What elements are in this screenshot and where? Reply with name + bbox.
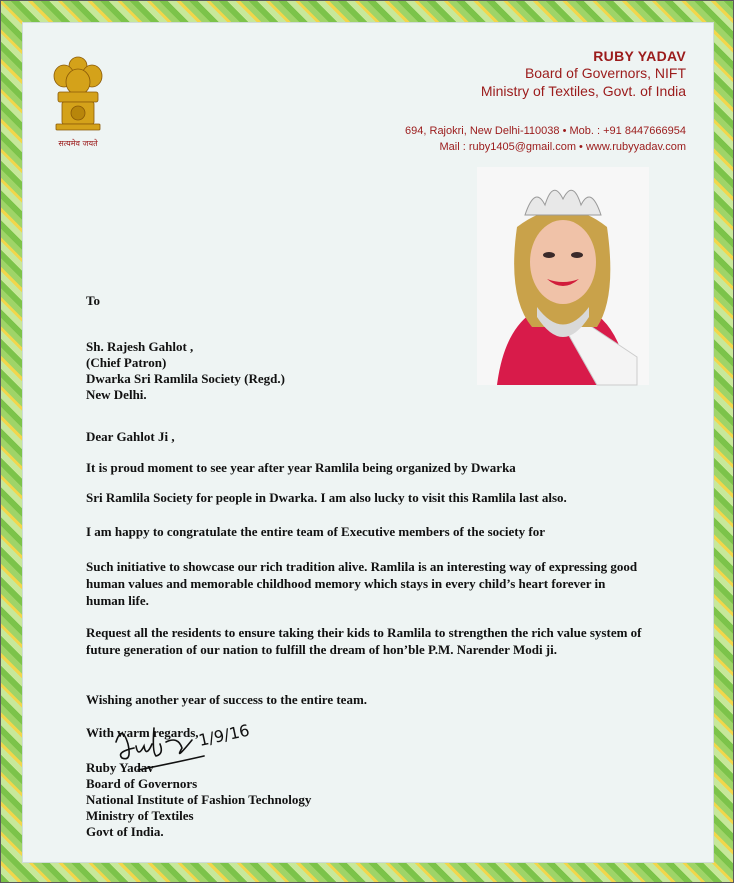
body-paragraph: I am happy to congratulate the entire team of Executive members of the society for (86, 524, 545, 539)
body-paragraph: It is proud moment to see year after year Ramlila being organized by Dwarka (86, 460, 516, 475)
closing: With warm regards, (86, 725, 199, 740)
sender-govt: Govt of India. (86, 824, 164, 839)
body-paragraph: Sri Ramlila Society for people in Dwarka. I am also lucky to visit this Ramlila last also. (86, 490, 567, 505)
sender-title: Board of Governors (86, 776, 198, 791)
email-web-line: Mail : ruby1405@gmail.com • www.rubyyadav.com (439, 141, 686, 153)
recipient-block (86, 339, 285, 403)
sender-designation: Board of Governors, NIFT (524, 65, 686, 81)
address-line: 694, Rajokri, New Delhi-110038 • Mob. : +91 8447666954 (405, 125, 686, 137)
body-paragraph: Request all the residents to ensure taking their kids to Ramlila to strengthen the rich value system of future generation of our nation to fulfill the dream of hon’ble P.M. Narender Modi ji. (86, 625, 642, 657)
recipient-role: (Chief Patron) (86, 355, 167, 370)
sender-name-heading: RUBY YADAV (593, 48, 686, 64)
body-paragraph: Wishing another year of success to the entire team. (86, 692, 368, 707)
sender-name: Ruby Yadav (86, 760, 154, 775)
recipient-name: Sh. Rajesh Gahlot , (86, 339, 194, 354)
body-paragraph: Such initiative to showcase our rich tradition alive. Ramlila is an interesting way of expressing good human values and memorable childhood memory which stays in every child’s heart forever in human life. (86, 559, 638, 608)
letterhead-contact (405, 123, 686, 155)
portrait-photo (477, 167, 649, 385)
letterhead (481, 48, 686, 100)
national-emblem-icon (48, 52, 108, 152)
recipient-city: New Delhi. (86, 387, 147, 402)
to-label: To (86, 293, 100, 308)
emblem-motto: सत्यमेव जयते (58, 139, 98, 148)
signature-date: 1/9/16 (196, 720, 252, 750)
sender-block (86, 760, 311, 840)
sender-ministry: Ministry of Textiles, Govt. of India (480, 83, 686, 99)
recipient-org: Dwarka Sri Ramlila Society (Regd.) (86, 371, 285, 386)
sender-institute: National Institute of Fashion Technology (86, 792, 312, 807)
salutation: Dear Gahlot Ji , (86, 429, 175, 444)
sender-ministry-line: Ministry of Textiles (86, 808, 194, 823)
